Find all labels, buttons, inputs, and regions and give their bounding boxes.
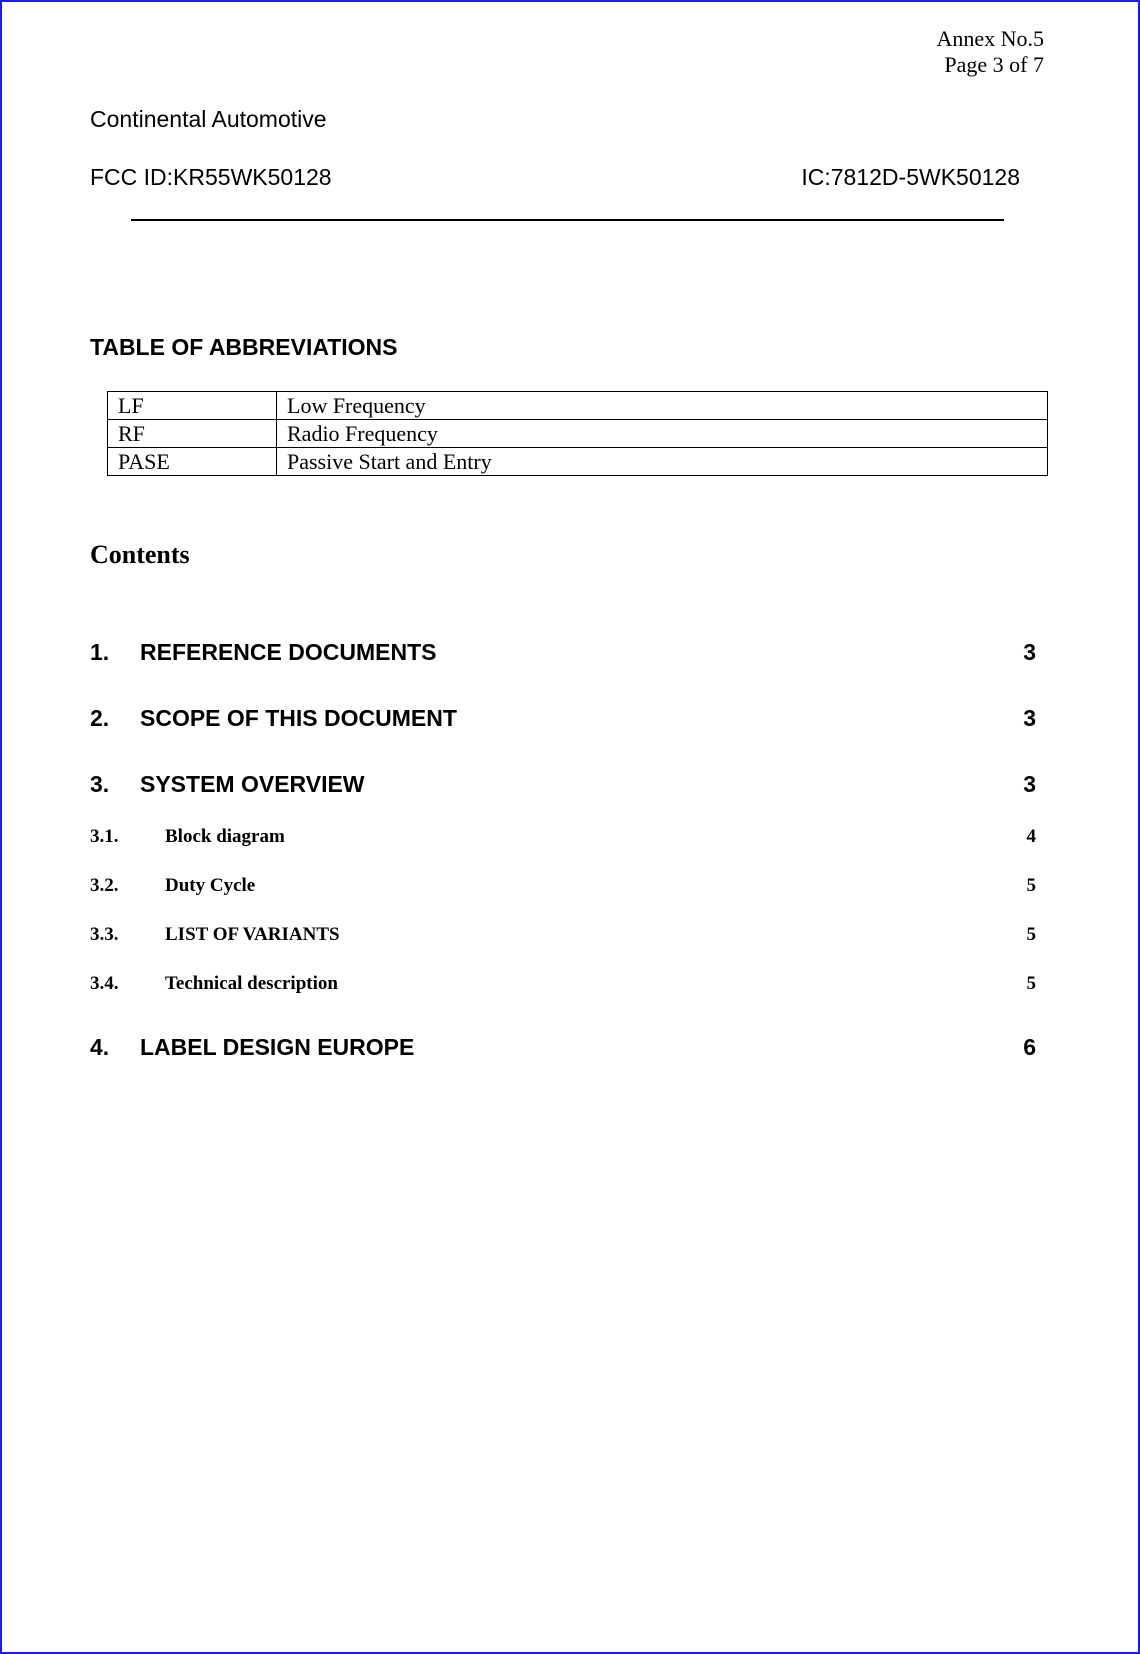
toc-entry-number: 3.4.	[90, 973, 119, 994]
toc-entry[interactable]	[90, 826, 1036, 860]
toc-entry[interactable]	[90, 973, 1036, 1007]
toc-entry[interactable]	[90, 875, 1036, 909]
header-divider	[131, 219, 1004, 221]
toc-entry-number: 3.1.	[90, 826, 119, 847]
toc-entry[interactable]	[90, 639, 1036, 673]
toc-entry-label: LABEL DESIGN EUROPE	[140, 1034, 415, 1060]
table-row	[108, 392, 1048, 420]
toc-entry[interactable]	[90, 1034, 1036, 1068]
page-indicator: Page 3 of 7	[944, 52, 1044, 77]
abbreviation-cell: PASE	[108, 448, 277, 476]
abbreviations-title: TABLE OF ABBREVIATIONS	[90, 334, 398, 360]
toc-entry-label: SYSTEM OVERVIEW	[140, 771, 365, 797]
toc-entry-page: 3	[1023, 771, 1036, 797]
meaning-cell: Low Frequency	[277, 392, 1048, 420]
toc-entry-number: 3.2.	[90, 875, 119, 896]
meaning-cell: Radio Frequency	[277, 420, 1048, 448]
toc-entry-page: 4	[1026, 826, 1036, 847]
annex-block	[936, 26, 1044, 78]
toc-entry-page: 6	[1023, 1034, 1036, 1060]
toc-entry-page: 5	[1026, 875, 1036, 896]
table-row	[108, 420, 1048, 448]
toc-entry-label: Block diagram	[165, 826, 285, 847]
table-row	[108, 448, 1048, 476]
toc-entry-number: 2.	[90, 705, 110, 731]
toc-entry-page: 5	[1026, 924, 1036, 945]
toc-entry-page: 3	[1023, 639, 1036, 665]
toc-entry-label: Duty Cycle	[165, 875, 256, 896]
toc-entry-page: 5	[1026, 973, 1036, 994]
toc-entry[interactable]	[90, 771, 1036, 805]
toc-entry-number: 3.3.	[90, 924, 119, 945]
toc-entry-number: 3.	[90, 771, 110, 797]
abbreviations-table	[107, 391, 1048, 476]
toc-entry-page: 3	[1023, 705, 1036, 731]
annex-number: Annex No.5	[936, 26, 1044, 51]
fcc-id: FCC ID:KR55WK50128	[90, 164, 332, 190]
toc-entry-label: Technical description	[165, 973, 338, 994]
ic-id: IC:7812D-5WK50128	[801, 164, 1020, 190]
abbreviation-cell: RF	[108, 420, 277, 448]
toc-entry-label: REFERENCE DOCUMENTS	[140, 639, 437, 665]
toc-entry-number: 4.	[90, 1034, 110, 1060]
toc-entry[interactable]	[90, 705, 1036, 739]
company-name: Continental Automotive	[90, 106, 327, 132]
meaning-cell: Passive Start and Entry	[277, 448, 1048, 476]
abbreviation-cell: LF	[108, 392, 277, 420]
toc-entry-label: LIST OF VARIANTS	[165, 924, 340, 945]
toc-entry-number: 1.	[90, 639, 110, 665]
contents-title: Contents	[90, 540, 190, 569]
toc-entry[interactable]	[90, 924, 1036, 958]
toc-entry-label: SCOPE OF THIS DOCUMENT	[140, 705, 457, 731]
